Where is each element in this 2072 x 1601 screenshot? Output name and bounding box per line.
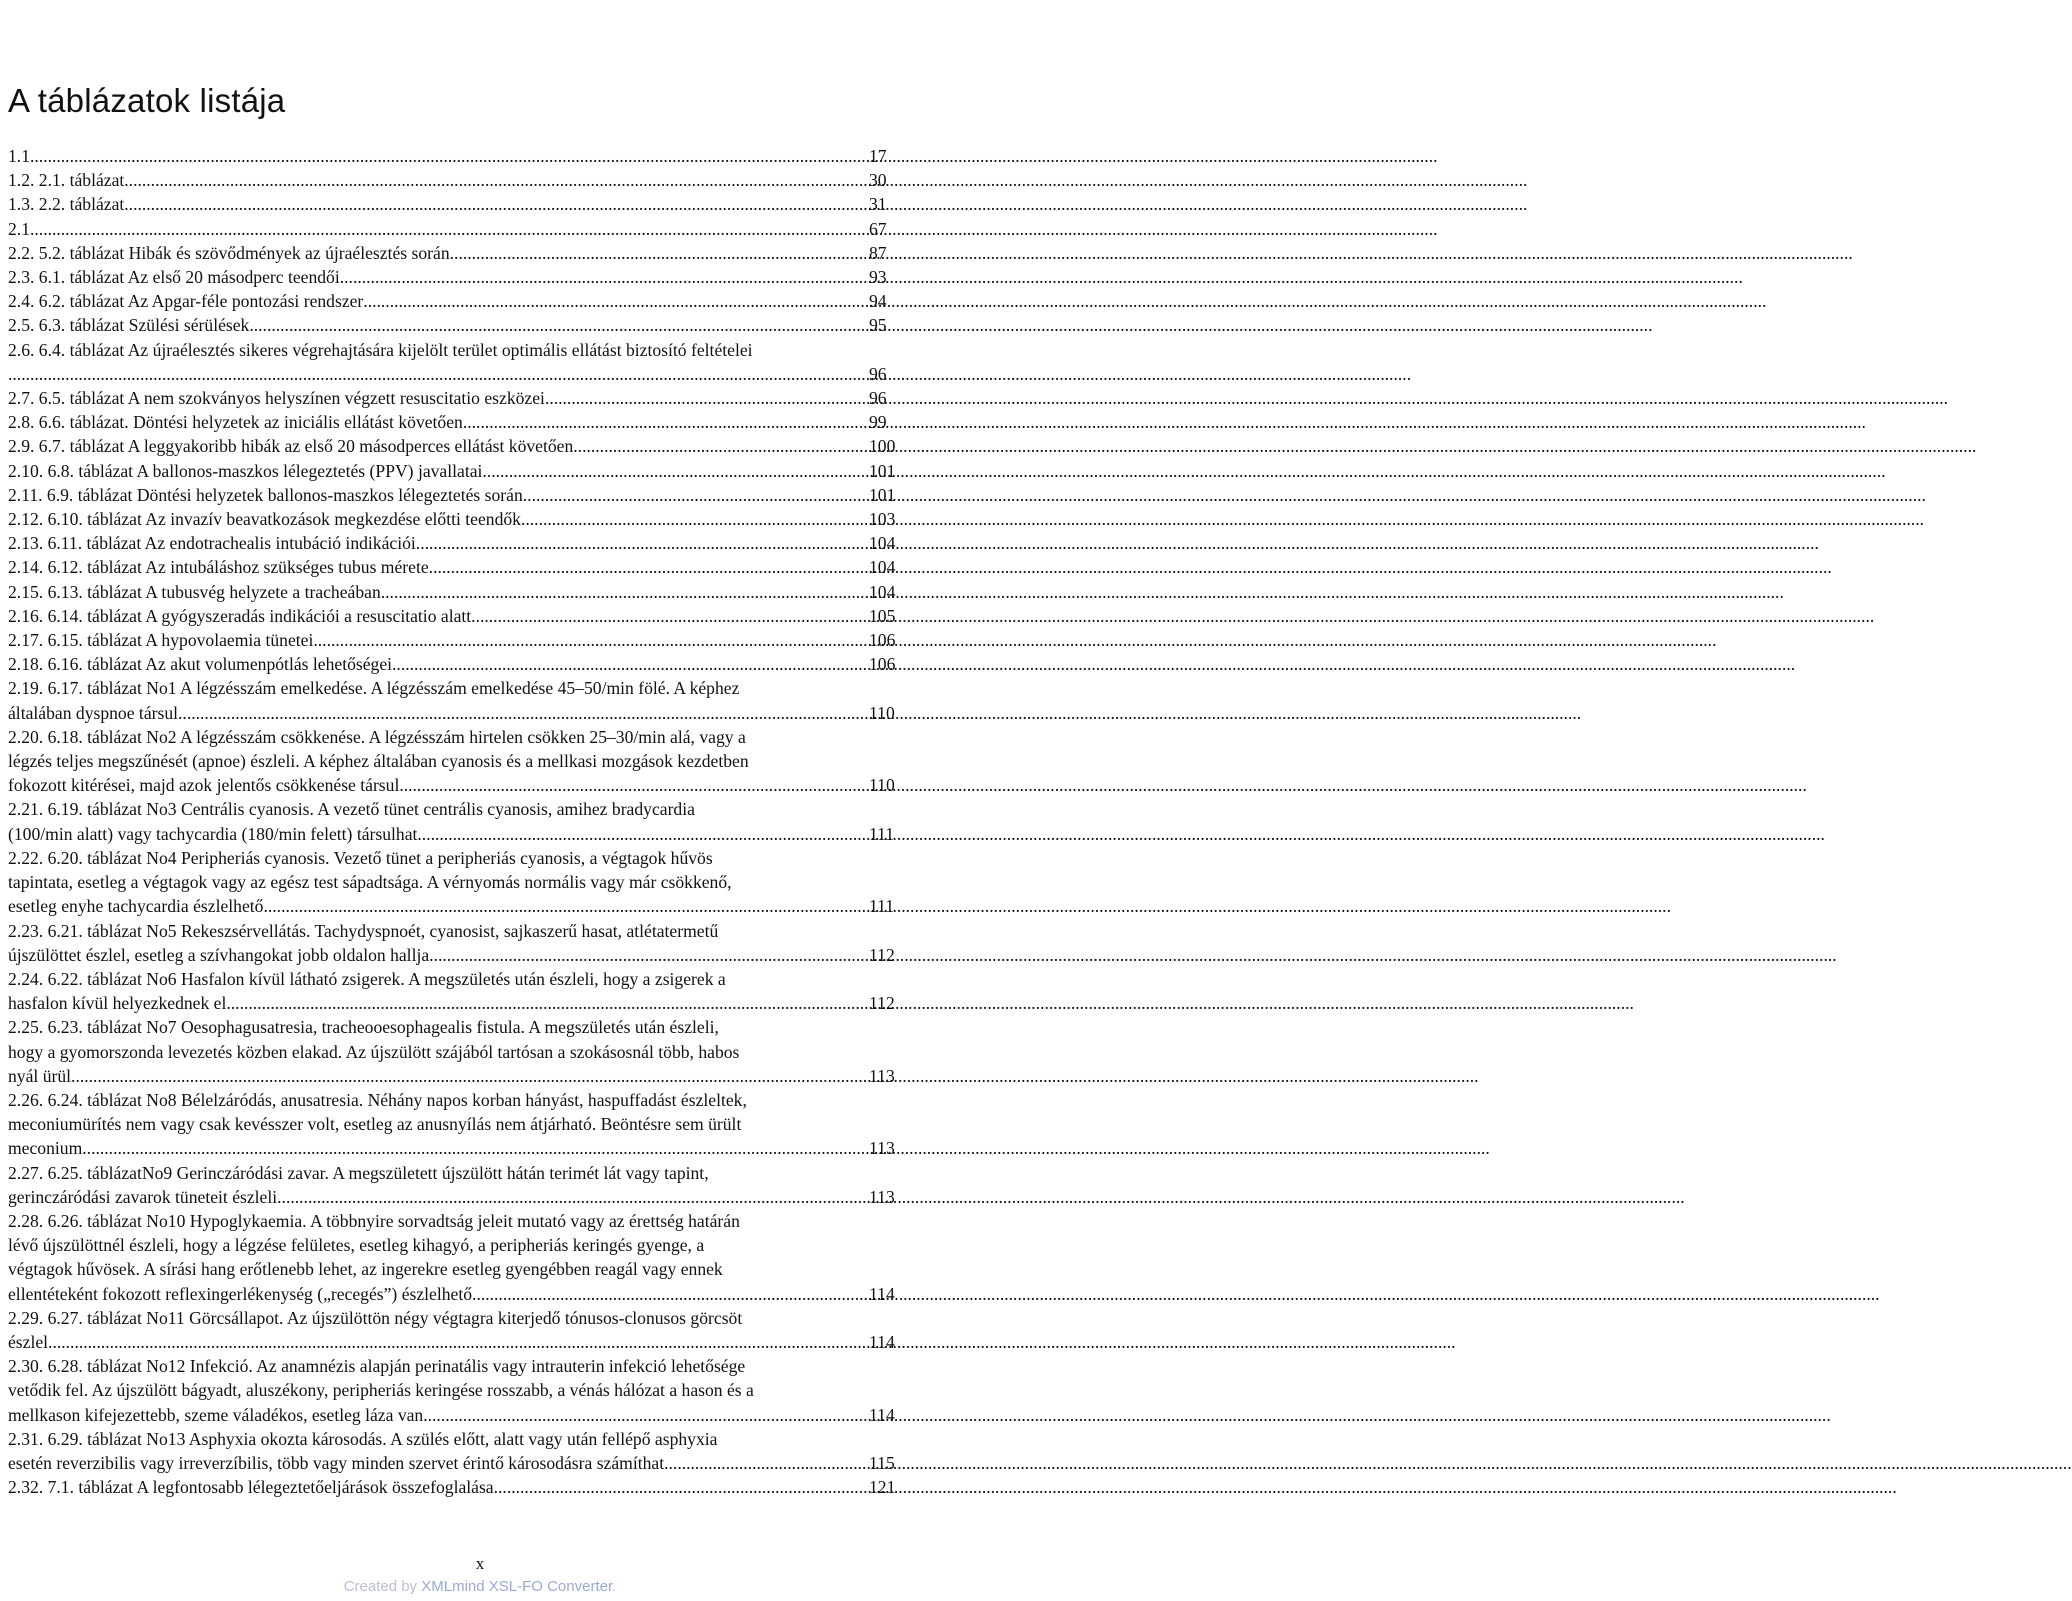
toc-page-number: 96 [869,363,887,384]
toc-entry-text: 2.3. 6.1. táblázat Az első 20 másodperc teendői [8,267,340,288]
dot-leader [231,991,862,1015]
table-list [8,144,905,1499]
toc-entry-row [8,265,905,289]
converter-credit [0,1578,960,1595]
toc-entry-text: vetődik fel. Az újszülött bágyadt, aluszékony, peripheriás keringése rosszabb, a vénás hálózat a hason és a [8,1380,754,1401]
toc-entry-row [8,1475,905,1499]
page-title: A táblázatok listája [8,82,286,119]
toc-page-number: 30 [869,170,887,191]
toc-entry-text: általában dyspnoe társul [8,702,179,723]
dot-leader [494,1475,862,1499]
dot-leader [471,604,862,628]
toc-entry-row [8,555,905,579]
toc-entry-text: tapintata, esetleg a végtagok vagy az egész test sápadtsága. A vérnyomás normális vagy már csökkenő, [8,872,732,893]
toc-entry[interactable] [8,725,905,798]
toc-entry-row [8,192,905,216]
toc-entry-text: 2.22. 6.20. táblázat No4 Peripheriás cyanosis. Vezető tünet a peripheriás cyanosis, a végtagok hűvös [8,847,713,868]
toc-entry-row [8,991,905,1015]
dot-leader [523,483,862,507]
toc-entry[interactable] [8,1306,905,1354]
toc-entry-row [8,217,905,241]
toc-entry[interactable] [8,434,905,458]
toc-page-number: 110 [869,775,895,796]
toc-page-number: 93 [869,267,887,288]
toc-entry-text: meconiumürítés nem vagy csak kevésszer volt, esetleg az anusnyílás nem átjárható. Beöntésre sem ürült [8,1114,742,1135]
toc-entry-row [8,1451,905,1475]
toc-entry[interactable] [8,1088,905,1161]
toc-page-number: 110 [869,702,895,723]
toc-page-number: 111 [869,896,895,917]
toc-entry-row [8,773,905,797]
toc-page-number: 104 [869,557,896,578]
toc-entry-text: végtagok hűvösek. A sírási hang erőtlenebb lehet, az ingerekre esetleg gyengébben reagál vagy ennek [8,1259,723,1280]
toc-entry[interactable] [8,313,905,337]
document-page [0,0,960,1601]
toc-entry[interactable] [8,168,905,192]
toc-entry-text: esetleg enyhe tachycardia észlelhető. [8,896,268,917]
toc-entry[interactable] [8,217,905,241]
toc-entry[interactable] [8,410,905,434]
toc-entry-text: 2.28. 6.26. táblázat No10 Hypoglykaemia. A többnyire sorvadtság jeleit mutató vagy az érettség határán [8,1210,740,1231]
toc-entry[interactable] [8,1015,905,1088]
toc-entry-text: 2.30. 6.28. táblázat No12 Infekció. Az anamnézis alapján perinatális vagy intrauterin infekció lehetősége [8,1356,746,1377]
toc-entry[interactable] [8,289,905,313]
toc-entry-row [8,1330,905,1354]
toc-entry-row [8,168,905,192]
toc-page-number: 105 [869,605,896,626]
toc-entry[interactable] [8,386,905,410]
toc-entry-text: 2.11. 6.9. táblázat Döntési helyzetek ballonos-maszkos lélegeztetés során [8,484,523,505]
toc-entry-text: 2.20. 6.18. táblázat No2 A légzésszám csökkenése. A légzésszám hirtelen csökken 25–30/min alá, vagy a [8,726,746,747]
toc-entry-row [8,580,905,604]
toc-entry-text: 2.1. [8,218,35,239]
toc-entry-row [8,410,905,434]
dot-leader [340,265,862,289]
toc-entry-text: meconium. [8,1138,87,1159]
toc-page-number: 101 [869,484,896,505]
dot-leader [249,313,862,337]
toc-entry-text: 2.32. 7.1. táblázat A legfontosabb lélegeztetőeljárások összefoglalása [8,1477,494,1498]
dot-leader [34,144,862,168]
toc-page-number: 95 [869,315,887,336]
toc-page-number: 100 [869,436,896,457]
toc-entry-text: 2.29. 6.27. táblázat No11 Görcsállapot. Az újszülöttön négy végtagra kiterjedő tónusos-clonusos görcsöt [8,1307,743,1328]
dot-leader [463,410,862,434]
toc-page-number: 104 [869,581,896,602]
toc-entry[interactable] [8,967,905,1015]
toc-entry[interactable] [8,846,905,919]
toc-entry-row [8,362,905,386]
toc-page-number: 106 [869,630,896,651]
dot-leader [8,362,862,386]
dot-leader [434,943,862,967]
toc-entry-row [8,483,905,507]
toc-entry-text: légzés teljes megszűnését (apnoe) észleli. A képhez általában cyanosis és a mellkasi mozgások kezdetben [8,751,749,772]
toc-entry[interactable] [8,483,905,507]
toc-entry[interactable] [8,1427,905,1475]
toc-entry-text: 2.5. 6.3. táblázat Szülési sérülések [8,315,250,336]
dot-leader [482,459,862,483]
dot-leader [450,241,862,265]
toc-entry-text: újszülöttet észlel, esetleg a szívhangokat jobb oldalon hallja. [8,944,434,965]
dot-leader [476,1282,862,1306]
toc-page-number: 113 [869,1065,895,1086]
toc-entry-row [8,628,905,652]
dot-leader [124,192,862,216]
toc-entry[interactable] [8,555,905,579]
toc-entry[interactable] [8,338,905,386]
credit-suffix: . [612,1578,617,1595]
toc-page-number: 111 [869,823,895,844]
toc-page-number: 113 [869,1138,895,1159]
toc-entry-text: 2.18. 6.16. táblázat Az akut volumenpótlás lehetőségei [8,654,393,675]
toc-page-number: 112 [869,993,895,1014]
toc-page-number: 112 [869,944,895,965]
toc-entry-text: gerinczáródási zavarok tüneteit észleli. [8,1186,282,1207]
dot-leader [52,1330,862,1354]
toc-entry[interactable] [8,1161,905,1209]
toc-entry-text: esetén reverzibilis vagy irreverzíbilis, több vagy minden szervet érintő károsodásra számíthat. [8,1452,669,1473]
toc-page-number: 115 [869,1452,895,1473]
toc-entry-text: 1.3. 2.2. táblázat [8,194,125,215]
toc-entry-row [8,289,905,313]
dot-leader [313,628,862,652]
toc-entry[interactable] [8,531,905,555]
toc-entry[interactable] [8,265,905,289]
toc-entry[interactable] [8,1475,905,1499]
toc-entry-row [8,943,905,967]
dot-leader [34,217,862,241]
toc-entry-text: észlel. [8,1331,53,1352]
toc-entry-text: hogy a gyomorszonda levezetés közben elakad. Az újszülött szájából tartósan a szokásosnál több, habos [8,1041,740,1062]
toc-page-number: 114 [869,1283,895,1304]
toc-entry[interactable] [8,797,905,845]
toc-entry-row [8,434,905,458]
toc-entry-row [8,1403,905,1427]
toc-entry-row [8,1064,905,1088]
toc-entry-text: 2.15. 6.13. táblázat A tubusvég helyzete a tracheában [8,581,381,602]
toc-entry-text: 2.25. 6.23. táblázat No7 Oesophagusatresia, tracheooesophagealis fistula. A megszületés után észleli, [8,1017,719,1038]
toc-entry-text: hasfalon kívül helyezkednek el. [8,993,231,1014]
dot-leader [363,289,862,313]
dot-leader [75,1064,862,1088]
toc-entry[interactable] [8,1354,905,1427]
toc-entry-text: (100/min alatt) vagy tachycardia (180/min felett) társulhat. [8,823,422,844]
toc-entry-row [8,386,905,410]
toc-entry-text: ellentéteként fokozott reflexingerlékenység („recegés”) észlelhető. [8,1283,477,1304]
dot-leader [573,434,862,458]
toc-page-number: 67 [869,218,887,239]
toc-entry-text: 2.23. 6.21. táblázat No5 Rekeszsérvellátás. Tachydyspnoét, cyanosist, sajkaszerű hasat, atlétatermetű [8,920,719,941]
toc-entry[interactable] [8,919,905,967]
toc-entry-row [8,313,905,337]
toc-entry-text: 2.26. 6.24. táblázat No8 Bélelzáródás, anusatresia. Néhány napos korban hányást, haspuffadást észleltek, [8,1089,747,1110]
toc-entry-row [8,604,905,628]
toc-entry-row [8,652,905,676]
dot-leader [392,652,862,676]
toc-page-number: 99 [869,412,887,433]
toc-entry[interactable] [8,652,905,676]
credit-prefix: Created by [343,1578,422,1595]
toc-entry[interactable] [8,144,905,168]
toc-page-number: 114 [869,1404,895,1425]
toc-entry-text: 2.21. 6.19. táblázat No3 Centrális cyanosis. A vezető tünet centrális cyanosis, amihez bradycardia [8,799,695,820]
toc-entry-row [8,144,905,168]
toc-entry-row [8,894,905,918]
toc-entry-text: 2.16. 6.14. táblázat A gyógyszeradás indikációi a resuscitatio alatt [8,605,472,626]
dot-leader [124,168,862,192]
toc-entry-text: 2.2. 5.2. táblázat Hibák és szövődmények az újraélesztés során [8,242,450,263]
toc-entry-text: lévő újszülöttnél észleli, hogy a légzése felületes, esetleg kihagyó, a peripheriás keringés gyenge, a [8,1235,705,1256]
toc-entry-row [8,1185,905,1209]
dot-leader [282,1185,862,1209]
toc-entry[interactable] [8,459,905,483]
toc-entry-text: 2.19. 6.17. táblázat No1 A légzésszám emelkedése. A légzésszám emelkedése 45–50/min fölé. A képhez [8,678,740,699]
toc-entry-row [8,241,905,265]
toc-entry-text: 1.2. 2.1. táblázat [8,170,125,191]
toc-entry-text: 2.31. 6.29. táblázat No13 Asphyxia okozta károsodás. A szülés előtt, alatt vagy után fellépő asphyxia [8,1428,718,1449]
toc-entry-text: 2.9. 6.7. táblázat A leggyakoribb hibák az első 20 másodperces ellátást követően [8,436,574,457]
toc-entry[interactable] [8,192,905,216]
toc-entry[interactable] [8,604,905,628]
toc-entry-row [8,1282,905,1306]
dot-leader [178,701,862,725]
toc-entry-text: nyál ürül. [8,1065,76,1086]
dot-leader [404,773,862,797]
toc-page-number: 17 [869,146,887,166]
toc-entry-text: 2.7. 6.5. táblázat A nem szokványos helyszínen végzett resuscitatio eszközei [8,388,545,409]
toc-entry-text: mellkason kifejezettebb, szeme váladékos, esetleg láza van. [8,1404,428,1425]
dot-leader [428,1403,862,1427]
toc-page-number: 94 [869,291,887,312]
toc-entry[interactable] [8,507,905,531]
toc-page-number: 96 [869,388,887,409]
dot-leader [381,580,862,604]
toc-entry-text: 2.13. 6.11. táblázat Az endotrachealis intubáció indikációi [8,533,416,554]
toc-page-number: 101 [869,460,896,481]
toc-entry-text: 2.10. 6.8. táblázat A ballonos-maszkos lélegeztetés (PPV) javallatai [8,460,483,481]
toc-entry-text: 2.4. 6.2. táblázat Az Apgar-féle pontozási rendszer [8,291,364,312]
toc-entry-row [8,822,905,846]
toc-page-number: 87 [869,242,887,263]
toc-entry-row [8,701,905,725]
toc-entry-text: 2.8. 6.6. táblázat. Döntési helyzetek az iniciális ellátást követően [8,412,463,433]
toc-page-number: 113 [869,1186,895,1207]
toc-entry-text: 2.17. 6.15. táblázat A hypovolaemia tünetei [8,630,314,651]
toc-entry-row [8,531,905,555]
toc-entry-text: 2.24. 6.22. táblázat No6 Hasfalon kívül látható zsigerek. A megszületés után észleli, hogy a zsigerek a [8,968,726,989]
toc-entry-text: 2.6. 6.4. táblázat Az újraélesztés sikeres végrehajtására kijelölt terület optimális ellátást biztosító feltételei [8,339,753,360]
toc-entry[interactable] [8,1209,905,1306]
toc-entry-text: fokozott kitérései, majd azok jelentős csökkenése társul. [8,775,404,796]
toc-entry-text: 2.12. 6.10. táblázat Az invazív beavatkozások megkezdése előtti teendők [8,509,521,530]
toc-entry-row [8,459,905,483]
dot-leader [429,555,862,579]
dot-leader [669,1451,862,1475]
dot-leader [87,1136,862,1160]
page-number: x [475,1554,485,1573]
toc-page-number: 106 [869,654,896,675]
toc-entry-row [8,1136,905,1160]
toc-page-number: 104 [869,533,896,554]
toc-entry[interactable] [8,241,905,265]
dot-leader [268,894,862,918]
toc-entry-text: 2.27. 6.25. táblázatNo9 Gerinczáródási zavar. A megszületett újszülött hátán terimét lát vagy tapint, [8,1162,709,1183]
toc-entry-text: 1.1. [8,146,35,166]
converter-link[interactable]: XMLmind XSL-FO Converter [421,1578,613,1595]
toc-entry-text: 2.14. 6.12. táblázat Az intubáláshoz szükséges tubus mérete [8,557,429,578]
dot-leader [521,507,862,531]
dot-leader [545,386,862,410]
toc-entry[interactable] [8,628,905,652]
toc-page-number: 121 [869,1477,896,1498]
toc-page-number: 31 [869,194,887,215]
toc-entry[interactable] [8,580,905,604]
dot-leader [422,822,862,846]
toc-entry-row [8,507,905,531]
toc-entry[interactable] [8,676,905,724]
dot-leader [416,531,862,555]
toc-page-number: 103 [869,509,896,530]
toc-page-number: 114 [869,1331,895,1352]
